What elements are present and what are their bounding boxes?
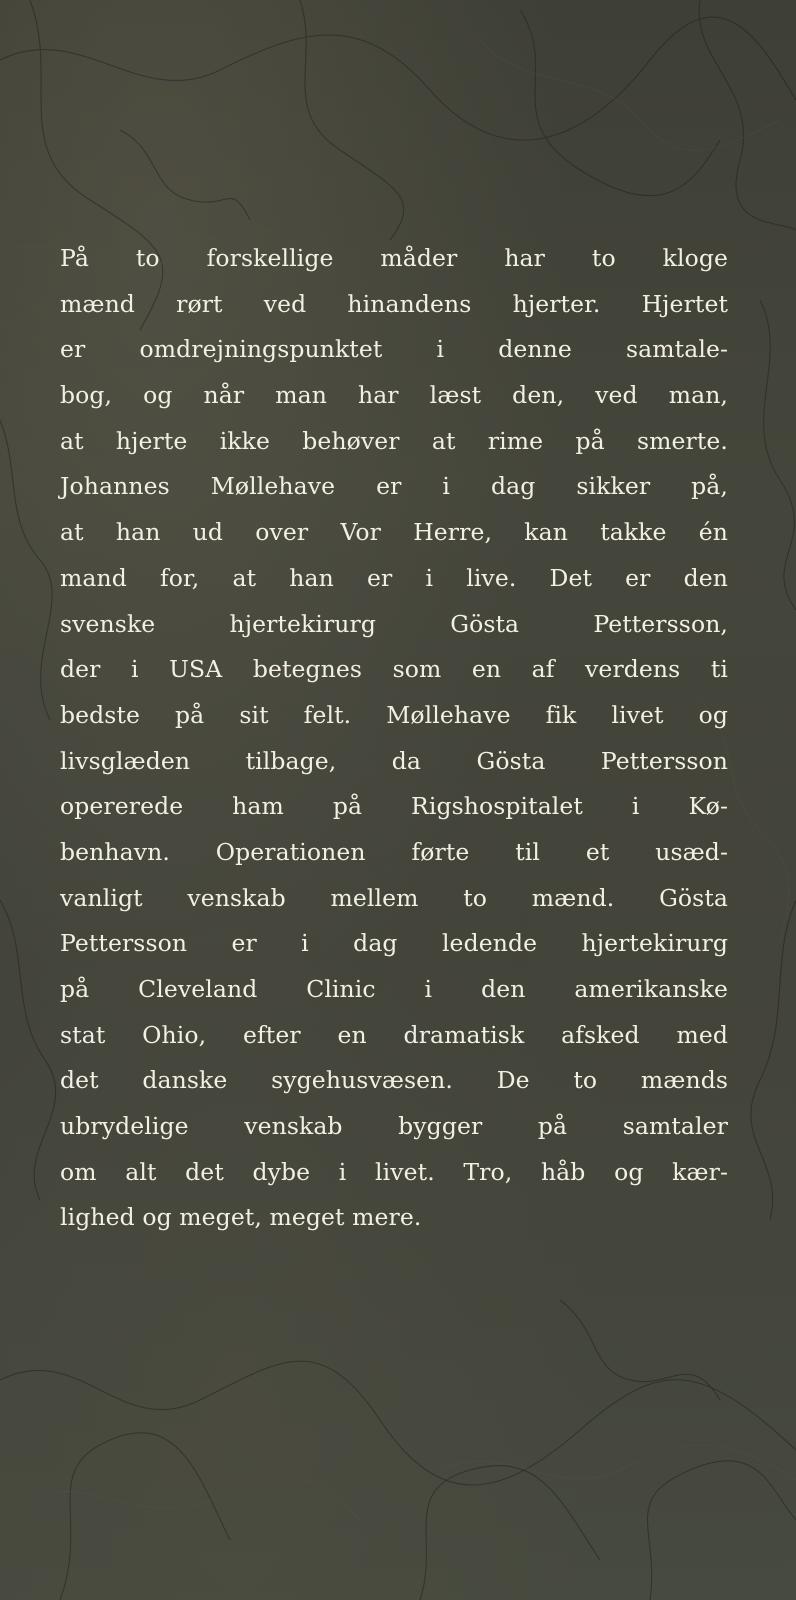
blurb-line: det danske sygehusvæsen. De to mænds <box>60 1066 728 1095</box>
blurb-line: livsglæden tilbage, da Gösta Pettersson <box>60 746 728 775</box>
blurb-line: svenske hjertekirurg Gösta Pettersson, <box>60 609 728 638</box>
blurb-text <box>60 236 728 1241</box>
blurb-line: at hjerte ikke behøver at rime på smerte. <box>60 426 728 455</box>
blurb-line: mænd rørt ved hinandens hjerter. Hjertet <box>60 289 728 318</box>
blurb-line: bedste på sit felt. Møllehave fik livet og <box>60 700 728 729</box>
blurb-line: om alt det dybe i livet. Tro, håb og kær- <box>60 1157 728 1186</box>
blurb-line: På to forskellige måder har to kloge <box>60 244 728 272</box>
blurb-line: mand for, at han er i live. Det er den <box>60 563 728 592</box>
blurb-line: der i USA betegnes som en af verdens ti <box>60 655 728 684</box>
blurb-line: opererede ham på Rigshospitalet i Kø- <box>60 792 728 821</box>
blurb-line: stat Ohio, efter en dramatisk afsked med <box>60 1020 728 1049</box>
blurb-line: at han ud over Vor Herre, kan takke én <box>60 518 728 547</box>
blurb-line: er omdrejningspunktet i denne samtale- <box>60 335 728 364</box>
blurb-line: ubrydelige venskab bygger på samtaler <box>60 1112 728 1141</box>
blurb-line: Pettersson er i dag ledende hjertekirurg <box>60 929 728 958</box>
blurb-line: på Cleveland Clinic i den amerikanske <box>60 975 728 1003</box>
blurb-line: benhavn. Operationen førte til et usæd- <box>60 837 728 866</box>
blurb-line: vanligt venskab mellem to mænd. Gösta <box>60 883 728 912</box>
blurb-line: Johannes Møllehave er i dag sikker på, <box>60 472 728 501</box>
blurb-line: lighed og meget, meget mere. <box>60 1203 422 1232</box>
blurb-line: bog, og når man har læst den, ved man, <box>60 381 728 410</box>
